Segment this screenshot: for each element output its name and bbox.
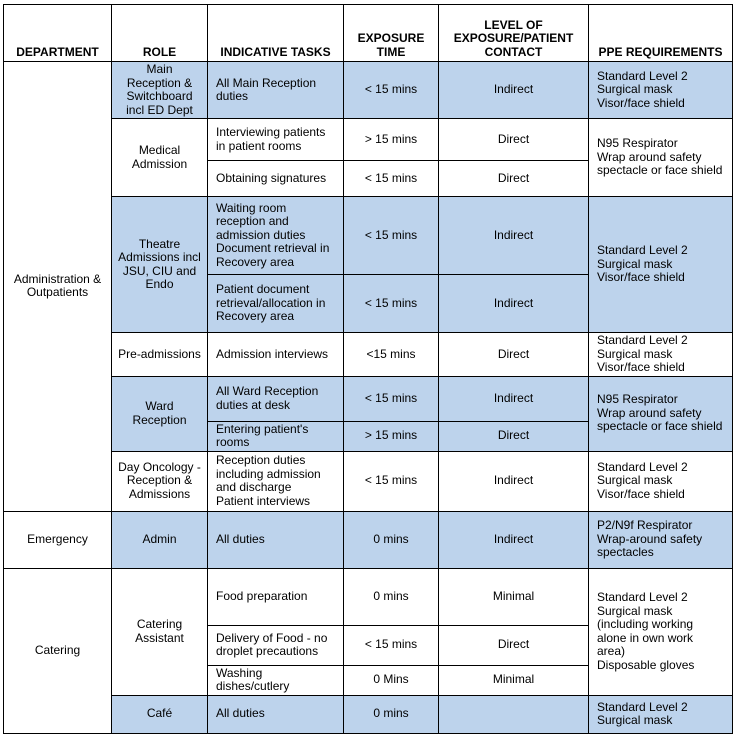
ppe-cell: Standard Level 2 Surgical mask: [589, 695, 733, 733]
ppe-cell: P2/N9f Respirator Wrap-around safety spectacles: [589, 511, 733, 568]
task-cell: Obtaining signatures: [208, 161, 344, 197]
ppe-cell: Standard Level 2 Surgical mask (including working alone in own work area) Disposable gloves: [589, 568, 733, 695]
ppe-cell: Standard Level 2 Surgical mask Visor/face shield: [589, 451, 733, 511]
department-cell: Administration & Outpatients: [4, 62, 112, 512]
exposure-time-cell: < 15 mins: [344, 161, 439, 197]
task-cell: All Main Reception duties: [208, 62, 344, 119]
exposure-time-cell: > 15 mins: [344, 119, 439, 161]
exposure-level-cell: Indirect: [439, 451, 589, 511]
task-cell: Food preparation: [208, 568, 344, 625]
exposure-level-cell: Indirect: [439, 511, 589, 568]
exposure-level-cell: Minimal: [439, 568, 589, 625]
ppe-cell: N95 Respirator Wrap around safety spectacle or face shield: [589, 376, 733, 451]
exposure-time-cell: > 15 mins: [344, 421, 439, 451]
exposure-level-cell: Direct: [439, 333, 589, 377]
table-row: [4, 511, 733, 568]
task-cell: Waiting room reception and admission duties Document retrieval in Recovery area: [208, 197, 344, 275]
task-cell: Interviewing patients in patient rooms: [208, 119, 344, 161]
task-cell: All duties: [208, 695, 344, 733]
exposure-time-cell: 0 mins: [344, 568, 439, 625]
exposure-level-cell: Minimal: [439, 665, 589, 695]
role-cell: Ward Reception: [112, 376, 208, 451]
ppe-cell: Standard Level 2 Surgical mask Visor/face shield: [589, 333, 733, 377]
exposure-level-cell: [439, 695, 589, 733]
table-row: [4, 119, 733, 161]
exposure-time-cell: 0 mins: [344, 695, 439, 733]
department-cell: Catering: [4, 568, 112, 733]
header-level-of-exposure: LEVEL OF EXPOSURE/PATIENT CONTACT: [439, 5, 589, 62]
task-cell: Reception duties including admission and discharge Patient interviews: [208, 451, 344, 511]
exposure-level-cell: Direct: [439, 421, 589, 451]
exposure-level-cell: Indirect: [439, 62, 589, 119]
exposure-level-cell: Indirect: [439, 275, 589, 333]
exposure-level-cell: Indirect: [439, 197, 589, 275]
exposure-time-cell: < 15 mins: [344, 275, 439, 333]
exposure-level-cell: Direct: [439, 119, 589, 161]
ppe-cell: Standard Level 2 Surgical mask Visor/face shield: [589, 62, 733, 119]
exposure-time-cell: < 15 mins: [344, 197, 439, 275]
table-row: [4, 376, 733, 421]
role-cell: Admin: [112, 511, 208, 568]
exposure-level-cell: Direct: [439, 625, 589, 665]
exposure-time-cell: 0 mins: [344, 511, 439, 568]
header-ppe-requirements: PPE REQUIREMENTS: [589, 5, 733, 62]
table-row: [4, 333, 733, 377]
exposure-level-cell: Direct: [439, 161, 589, 197]
exposure-time-cell: 0 Mins: [344, 665, 439, 695]
header-row: [4, 5, 733, 62]
task-cell: Washing dishes/cutlery: [208, 665, 344, 695]
exposure-time-cell: < 15 mins: [344, 62, 439, 119]
department-cell: Emergency: [4, 511, 112, 568]
ppe-cell: Standard Level 2 Surgical mask Visor/face shield: [589, 197, 733, 333]
exposure-time-cell: <15 mins: [344, 333, 439, 377]
task-cell: All Ward Reception duties at desk: [208, 376, 344, 421]
ppe-cell: N95 Respirator Wrap around safety spectacle or face shield: [589, 119, 733, 197]
task-cell: Delivery of Food - no droplet precautions: [208, 625, 344, 665]
role-cell: Theatre Admissions incl JSU, CIU and Endo: [112, 197, 208, 333]
task-cell: Entering patient's rooms: [208, 421, 344, 451]
exposure-time-cell: < 15 mins: [344, 376, 439, 421]
task-cell: All duties: [208, 511, 344, 568]
header-department: DEPARTMENT: [4, 5, 112, 62]
ppe-requirements-table: [3, 4, 733, 734]
header-exposure-time: EXPOSURE TIME: [344, 5, 439, 62]
table-row: [4, 197, 733, 275]
table-row: [4, 451, 733, 511]
exposure-level-cell: Indirect: [439, 376, 589, 421]
role-cell: Medical Admission: [112, 119, 208, 197]
header-role: ROLE: [112, 5, 208, 62]
role-cell: Pre-admissions: [112, 333, 208, 377]
task-cell: Patient document retrieval/allocation in Recovery area: [208, 275, 344, 333]
table-row: [4, 62, 733, 119]
exposure-time-cell: < 15 mins: [344, 451, 439, 511]
role-cell: Catering Assistant: [112, 568, 208, 695]
table-row: [4, 568, 733, 625]
task-cell: Admission interviews: [208, 333, 344, 377]
role-cell: Day Oncology - Reception & Admissions: [112, 451, 208, 511]
role-cell: Café: [112, 695, 208, 733]
exposure-time-cell: < 15 mins: [344, 625, 439, 665]
header-indicative-tasks: INDICATIVE TASKS: [208, 5, 344, 62]
table-row: [4, 695, 733, 733]
role-cell: Main Reception & Switchboard incl ED Dept: [112, 62, 208, 119]
